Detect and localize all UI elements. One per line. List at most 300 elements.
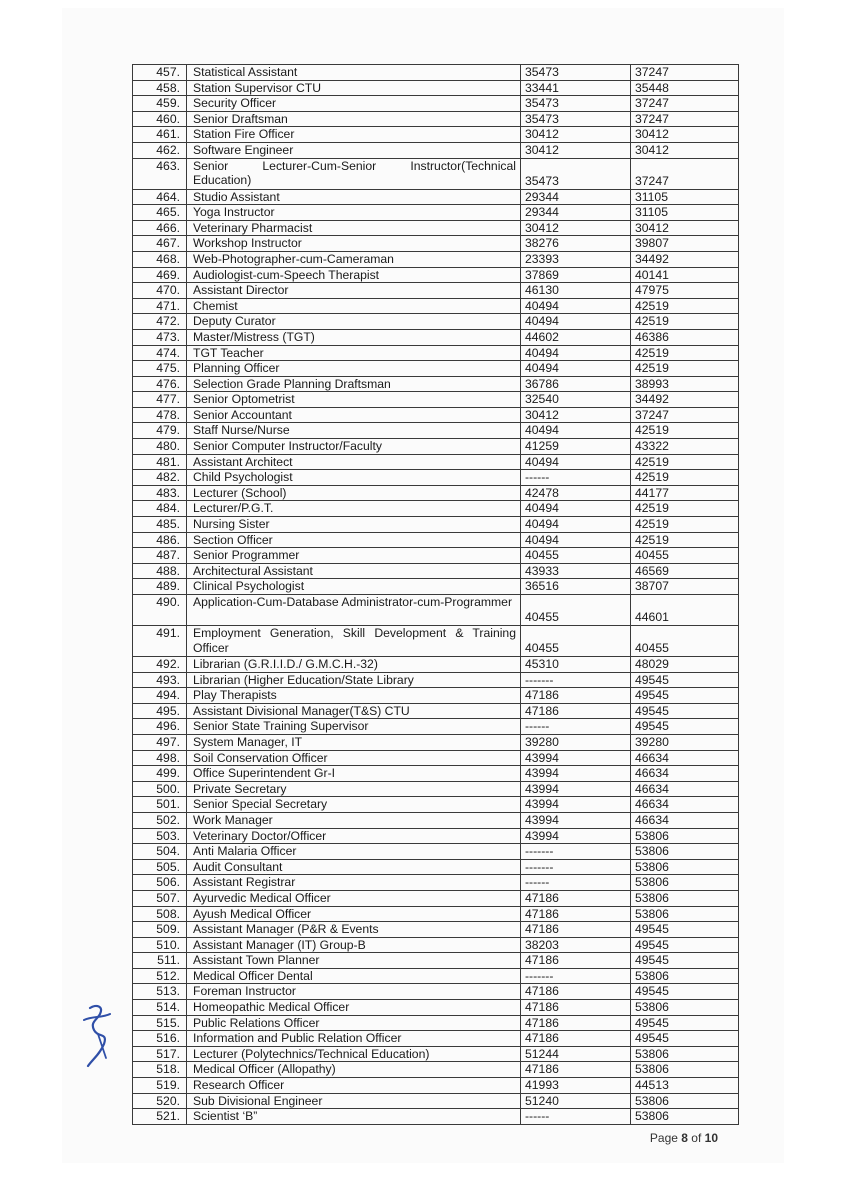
pay-value-cell: 51240 — [521, 1093, 631, 1109]
serial-number-cell: 489. — [133, 579, 187, 595]
designation-cell: System Manager, IT — [187, 734, 521, 750]
designation-cell: Ayush Medical Officer — [187, 906, 521, 922]
pay-value-cell: 38276 — [521, 236, 631, 252]
serial-number-cell: 488. — [133, 563, 187, 579]
table-row — [133, 844, 739, 860]
serial-number-cell: 474. — [133, 345, 187, 361]
serial-number-cell: 493. — [133, 672, 187, 688]
designation-cell: Public Relations Officer — [187, 1015, 521, 1031]
serial-number-cell: 509. — [133, 922, 187, 938]
revised-pay-value-cell: 49545 — [631, 937, 739, 953]
revised-pay-value-cell: 37247 — [631, 65, 739, 81]
revised-pay-value-cell: 40141 — [631, 267, 739, 283]
revised-pay-value-cell: 44601 — [631, 595, 739, 626]
table-row — [133, 688, 739, 704]
designation-cell: Nursing Sister — [187, 517, 521, 533]
table-row — [133, 407, 739, 423]
table-row — [133, 376, 739, 392]
revised-pay-value-cell: 37247 — [631, 407, 739, 423]
designation-cell: Veterinary Pharmacist — [187, 220, 521, 236]
table-row — [133, 548, 739, 564]
pay-value-cell: 40455 — [521, 548, 631, 564]
designation-cell: Station Supervisor CTU — [187, 80, 521, 96]
designation-cell: Senior Special Secretary — [187, 797, 521, 813]
revised-pay-value-cell: 42519 — [631, 501, 739, 517]
pay-value-cell: 40455 — [521, 595, 631, 626]
table-row — [133, 579, 739, 595]
serial-number-cell: 457. — [133, 65, 187, 81]
pay-value-cell: ------- — [521, 859, 631, 875]
serial-number-cell: 502. — [133, 812, 187, 828]
revised-pay-value-cell: 49545 — [631, 1031, 739, 1047]
serial-number-cell: 508. — [133, 906, 187, 922]
serial-number-cell: 503. — [133, 828, 187, 844]
serial-number-cell: 506. — [133, 875, 187, 891]
designation-cell: Assistant Town Planner — [187, 953, 521, 969]
revised-pay-value-cell: 38993 — [631, 376, 739, 392]
revised-pay-value-cell: 40455 — [631, 548, 739, 564]
current-page-number: 8 — [681, 1131, 688, 1145]
pay-value-cell: 47186 — [521, 688, 631, 704]
revised-pay-value-cell: 49545 — [631, 703, 739, 719]
designation-cell: Office Superintendent Gr-I — [187, 766, 521, 782]
table-row — [133, 142, 739, 158]
revised-pay-value-cell: 43322 — [631, 439, 739, 455]
designation-cell: Senior State Training Supervisor — [187, 719, 521, 735]
table-row — [133, 797, 739, 813]
pay-value-cell: 38203 — [521, 937, 631, 953]
pay-value-cell: 30412 — [521, 142, 631, 158]
revised-pay-value-cell: 30412 — [631, 127, 739, 143]
pay-value-cell: 30412 — [521, 127, 631, 143]
pay-value-cell: 35473 — [521, 158, 631, 189]
designation-cell: Statistical Assistant — [187, 65, 521, 81]
pay-value-cell: 40494 — [521, 501, 631, 517]
designation-cell: Work Manager — [187, 812, 521, 828]
pay-value-cell: 30412 — [521, 220, 631, 236]
pay-value-cell: 47186 — [521, 1000, 631, 1016]
pay-value-cell: 43994 — [521, 797, 631, 813]
serial-number-cell: 475. — [133, 361, 187, 377]
table-row — [133, 329, 739, 345]
revised-pay-value-cell: 53806 — [631, 1000, 739, 1016]
revised-pay-value-cell: 42519 — [631, 517, 739, 533]
table-row — [133, 563, 739, 579]
pay-value-cell: 40494 — [521, 298, 631, 314]
designation-cell: Assistant Manager (P&R & Events — [187, 922, 521, 938]
serial-number-cell: 490. — [133, 595, 187, 626]
pay-value-cell: 47186 — [521, 922, 631, 938]
table-row — [133, 984, 739, 1000]
serial-number-cell: 511. — [133, 953, 187, 969]
table-row — [133, 1031, 739, 1047]
serial-number-cell: 512. — [133, 968, 187, 984]
designation-cell: Chemist — [187, 298, 521, 314]
designation-cell: Selection Grade Planning Draftsman — [187, 376, 521, 392]
designation-cell: Medical Officer Dental — [187, 968, 521, 984]
pay-value-cell: 43933 — [521, 563, 631, 579]
table-row — [133, 298, 739, 314]
serial-number-cell: 482. — [133, 470, 187, 486]
revised-pay-value-cell: 37247 — [631, 96, 739, 112]
designation-cell: Security Officer — [187, 96, 521, 112]
serial-number-cell: 501. — [133, 797, 187, 813]
table-row — [133, 251, 739, 267]
pay-value-cell: ------ — [521, 719, 631, 735]
revised-pay-value-cell: 53806 — [631, 828, 739, 844]
pay-value-cell: 40494 — [521, 345, 631, 361]
designation-cell: Application-Cum-Database Administrator-cum-Programmer — [187, 595, 521, 626]
table-row — [133, 750, 739, 766]
revised-pay-value-cell: 40455 — [631, 626, 739, 657]
designation-cell: Anti Malaria Officer — [187, 844, 521, 860]
serial-number-cell: 510. — [133, 937, 187, 953]
revised-pay-value-cell: 46634 — [631, 797, 739, 813]
serial-number-cell: 479. — [133, 423, 187, 439]
designation-cell: Foreman Instructor — [187, 984, 521, 1000]
table-row — [133, 828, 739, 844]
designation-cell: Librarian (Higher Education/State Library — [187, 672, 521, 688]
table-row — [133, 1078, 739, 1094]
pay-value-cell: 45310 — [521, 657, 631, 673]
designation-cell: Deputy Curator — [187, 314, 521, 330]
pay-value-cell: 35473 — [521, 65, 631, 81]
designation-cell: Lecturer/P.G.T. — [187, 501, 521, 517]
pay-value-cell: 40494 — [521, 532, 631, 548]
table-row — [133, 859, 739, 875]
revised-pay-value-cell: 34492 — [631, 392, 739, 408]
designation-cell: Staff Nurse/Nurse — [187, 423, 521, 439]
revised-pay-value-cell: 42519 — [631, 361, 739, 377]
revised-pay-value-cell: 42519 — [631, 345, 739, 361]
designation-cell: Employment Generation, Skill Development & Training Officer — [187, 626, 521, 657]
table-row — [133, 672, 739, 688]
table-row — [133, 392, 739, 408]
pay-value-cell: ------ — [521, 1109, 631, 1125]
serial-number-cell: 473. — [133, 329, 187, 345]
serial-number-cell: 513. — [133, 984, 187, 1000]
serial-number-cell: 491. — [133, 626, 187, 657]
revised-pay-value-cell: 37247 — [631, 158, 739, 189]
pay-value-cell: 40494 — [521, 314, 631, 330]
table-row — [133, 485, 739, 501]
designation-cell: Soil Conservation Officer — [187, 750, 521, 766]
table-row — [133, 890, 739, 906]
table-row — [133, 812, 739, 828]
revised-pay-value-cell: 49545 — [631, 922, 739, 938]
designation-cell: Master/Mistress (TGT) — [187, 329, 521, 345]
table-row — [133, 189, 739, 205]
designation-cell: Ayurvedic Medical Officer — [187, 890, 521, 906]
serial-number-cell: 481. — [133, 454, 187, 470]
table-row — [133, 236, 739, 252]
table-row — [133, 127, 739, 143]
revised-pay-value-cell: 31105 — [631, 205, 739, 221]
serial-number-cell: 498. — [133, 750, 187, 766]
designation-cell: Homeopathic Medical Officer — [187, 1000, 521, 1016]
table-row — [133, 922, 739, 938]
revised-pay-value-cell: 49545 — [631, 1015, 739, 1031]
serial-number-cell: 470. — [133, 283, 187, 299]
serial-number-cell: 505. — [133, 859, 187, 875]
designation-cell: Assistant Registrar — [187, 875, 521, 891]
revised-pay-value-cell: 53806 — [631, 1093, 739, 1109]
revised-pay-value-cell: 30412 — [631, 142, 739, 158]
table-row — [133, 781, 739, 797]
table-row — [133, 1000, 739, 1016]
serial-number-cell: 472. — [133, 314, 187, 330]
serial-number-cell: 507. — [133, 890, 187, 906]
designation-cell: Architectural Assistant — [187, 563, 521, 579]
revised-pay-value-cell: 49545 — [631, 672, 739, 688]
pay-value-cell: 35473 — [521, 96, 631, 112]
serial-number-cell: 480. — [133, 439, 187, 455]
serial-number-cell: 514. — [133, 1000, 187, 1016]
serial-number-cell: 486. — [133, 532, 187, 548]
table-row — [133, 470, 739, 486]
table-row — [133, 65, 739, 81]
revised-pay-value-cell: 47975 — [631, 283, 739, 299]
pay-value-cell: 43994 — [521, 812, 631, 828]
pay-value-cell: 23393 — [521, 251, 631, 267]
pay-value-cell: 40494 — [521, 361, 631, 377]
revised-pay-value-cell: 49545 — [631, 953, 739, 969]
designation-cell: Senior Lecturer-Cum-Senior Instructor(Technical Education) — [187, 158, 521, 189]
designation-cell: Sub Divisional Engineer — [187, 1093, 521, 1109]
pay-value-cell: 40494 — [521, 517, 631, 533]
table-row — [133, 205, 739, 221]
revised-pay-value-cell: 46569 — [631, 563, 739, 579]
table-row — [133, 267, 739, 283]
serial-number-cell: 520. — [133, 1093, 187, 1109]
serial-number-cell: 459. — [133, 96, 187, 112]
revised-pay-value-cell: 42519 — [631, 298, 739, 314]
pay-value-cell: ------- — [521, 844, 631, 860]
table-row — [133, 345, 739, 361]
table-row — [133, 111, 739, 127]
table-row — [133, 501, 739, 517]
revised-pay-value-cell: 49545 — [631, 719, 739, 735]
revised-pay-value-cell: 53806 — [631, 1046, 739, 1062]
serial-number-cell: 483. — [133, 485, 187, 501]
revised-pay-value-cell: 34492 — [631, 251, 739, 267]
pay-value-cell: ------ — [521, 470, 631, 486]
revised-pay-value-cell: 42519 — [631, 470, 739, 486]
designation-cell: Lecturer (Polytechnics/Technical Education) — [187, 1046, 521, 1062]
table-row — [133, 875, 739, 891]
designation-cell: Assistant Architect — [187, 454, 521, 470]
table-row — [133, 96, 739, 112]
serial-number-cell: 476. — [133, 376, 187, 392]
revised-pay-value-cell: 53806 — [631, 906, 739, 922]
footer-of: of — [687, 1131, 705, 1145]
serial-number-cell: 471. — [133, 298, 187, 314]
table-row — [133, 532, 739, 548]
serial-number-cell: 460. — [133, 111, 187, 127]
table-row — [133, 766, 739, 782]
table-row — [133, 361, 739, 377]
revised-pay-value-cell: 53806 — [631, 1109, 739, 1125]
revised-pay-value-cell: 44177 — [631, 485, 739, 501]
serial-number-cell: 462. — [133, 142, 187, 158]
pay-value-cell: 44602 — [521, 329, 631, 345]
pay-value-cell: 39280 — [521, 734, 631, 750]
designation-cell: Lecturer (School) — [187, 485, 521, 501]
serial-number-cell: 484. — [133, 501, 187, 517]
serial-number-cell: 515. — [133, 1015, 187, 1031]
revised-pay-value-cell: 53806 — [631, 844, 739, 860]
pay-value-cell: 29344 — [521, 189, 631, 205]
pay-value-cell: 47186 — [521, 984, 631, 1000]
serial-number-cell: 485. — [133, 517, 187, 533]
designation-cell: Librarian (G.R.I.I.D./ G.M.C.H.-32) — [187, 657, 521, 673]
designation-cell: Assistant Manager (IT) Group-B — [187, 937, 521, 953]
pay-value-cell: 43994 — [521, 781, 631, 797]
serial-number-cell: 463. — [133, 158, 187, 189]
handwritten-signature — [78, 1000, 118, 1070]
pay-value-cell: 41259 — [521, 439, 631, 455]
designation-cell: Web-Photographer-cum-Cameraman — [187, 251, 521, 267]
designation-cell: Information and Public Relation Officer — [187, 1031, 521, 1047]
serial-number-cell: 516. — [133, 1031, 187, 1047]
pay-value-cell: 40455 — [521, 626, 631, 657]
serial-number-cell: 468. — [133, 251, 187, 267]
pay-value-cell: 36786 — [521, 376, 631, 392]
designation-cell: Workshop Instructor — [187, 236, 521, 252]
total-page-count: 10 — [704, 1131, 718, 1145]
table-row — [133, 80, 739, 96]
table-row — [133, 734, 739, 750]
serial-number-cell: 465. — [133, 205, 187, 221]
pay-value-cell: 47186 — [521, 703, 631, 719]
revised-pay-value-cell: 44513 — [631, 1078, 739, 1094]
pay-value-cell: 30412 — [521, 407, 631, 423]
designation-cell: Assistant Director — [187, 283, 521, 299]
designation-cell: Research Officer — [187, 1078, 521, 1094]
pay-value-cell: 47186 — [521, 906, 631, 922]
table-row — [133, 1015, 739, 1031]
designation-cell: Senior Computer Instructor/Faculty — [187, 439, 521, 455]
pay-value-cell: 41993 — [521, 1078, 631, 1094]
serial-number-cell: 494. — [133, 688, 187, 704]
pay-value-cell: 42478 — [521, 485, 631, 501]
designation-cell: Medical Officer (Allopathy) — [187, 1062, 521, 1078]
table-row — [133, 968, 739, 984]
revised-pay-value-cell: 53806 — [631, 859, 739, 875]
table-row — [133, 906, 739, 922]
pay-value-cell: 32540 — [521, 392, 631, 408]
designation-cell: Studio Assistant — [187, 189, 521, 205]
revised-pay-value-cell: 42519 — [631, 532, 739, 548]
pay-value-cell: 43994 — [521, 766, 631, 782]
designation-cell: Assistant Divisional Manager(T&S) CTU — [187, 703, 521, 719]
revised-pay-value-cell: 53806 — [631, 968, 739, 984]
revised-pay-value-cell: 48029 — [631, 657, 739, 673]
pay-value-cell: ------ — [521, 875, 631, 891]
page-footer — [650, 1131, 718, 1145]
serial-number-cell: 478. — [133, 407, 187, 423]
pay-scale-table-body — [133, 65, 739, 1125]
serial-number-cell: 518. — [133, 1062, 187, 1078]
revised-pay-value-cell: 39280 — [631, 734, 739, 750]
pay-value-cell: 35473 — [521, 111, 631, 127]
pay-value-cell: 47186 — [521, 1015, 631, 1031]
serial-number-cell: 517. — [133, 1046, 187, 1062]
table-row — [133, 703, 739, 719]
pay-value-cell: 46130 — [521, 283, 631, 299]
revised-pay-value-cell: 53806 — [631, 890, 739, 906]
serial-number-cell: 469. — [133, 267, 187, 283]
revised-pay-value-cell: 46634 — [631, 781, 739, 797]
revised-pay-value-cell: 46634 — [631, 812, 739, 828]
serial-number-cell: 464. — [133, 189, 187, 205]
pay-value-cell: ------- — [521, 672, 631, 688]
designation-cell: Yoga Instructor — [187, 205, 521, 221]
table-row — [133, 1062, 739, 1078]
designation-cell: Station Fire Officer — [187, 127, 521, 143]
designation-cell: Senior Optometrist — [187, 392, 521, 408]
pay-value-cell: 47186 — [521, 953, 631, 969]
revised-pay-value-cell: 42519 — [631, 314, 739, 330]
pay-value-cell: 36516 — [521, 579, 631, 595]
pay-value-cell: 43994 — [521, 750, 631, 766]
designation-cell: Audit Consultant — [187, 859, 521, 875]
table-row — [133, 1093, 739, 1109]
serial-number-cell: 495. — [133, 703, 187, 719]
pay-value-cell: ------- — [521, 968, 631, 984]
serial-number-cell: 499. — [133, 766, 187, 782]
revised-pay-value-cell: 53806 — [631, 875, 739, 891]
designation-cell: Senior Accountant — [187, 407, 521, 423]
revised-pay-value-cell: 37247 — [631, 111, 739, 127]
serial-number-cell: 496. — [133, 719, 187, 735]
designation-cell: Play Therapists — [187, 688, 521, 704]
revised-pay-value-cell: 30412 — [631, 220, 739, 236]
table-row — [133, 657, 739, 673]
serial-number-cell: 467. — [133, 236, 187, 252]
serial-number-cell: 461. — [133, 127, 187, 143]
revised-pay-value-cell: 53806 — [631, 1062, 739, 1078]
pay-value-cell: 51244 — [521, 1046, 631, 1062]
table-row — [133, 439, 739, 455]
table-row — [133, 314, 739, 330]
footer-prefix: Page — [649, 1131, 682, 1145]
table-row — [133, 1109, 739, 1125]
serial-number-cell: 504. — [133, 844, 187, 860]
revised-pay-value-cell: 35448 — [631, 80, 739, 96]
serial-number-cell: 458. — [133, 80, 187, 96]
designation-cell: Scientist ‘B” — [187, 1109, 521, 1125]
designation-cell: Child Psychologist — [187, 470, 521, 486]
table-row — [133, 937, 739, 953]
revised-pay-value-cell: 42519 — [631, 454, 739, 470]
serial-number-cell: 519. — [133, 1078, 187, 1094]
pay-value-cell: 47186 — [521, 1062, 631, 1078]
designation-cell: Planning Officer — [187, 361, 521, 377]
serial-number-cell: 500. — [133, 781, 187, 797]
revised-pay-value-cell: 42519 — [631, 423, 739, 439]
pay-value-cell: 29344 — [521, 205, 631, 221]
pay-value-cell: 47186 — [521, 1031, 631, 1047]
table-row — [133, 626, 739, 657]
designation-cell: Senior Draftsman — [187, 111, 521, 127]
revised-pay-value-cell: 39807 — [631, 236, 739, 252]
designation-cell: Senior Programmer — [187, 548, 521, 564]
serial-number-cell: 466. — [133, 220, 187, 236]
serial-number-cell: 487. — [133, 548, 187, 564]
serial-number-cell: 492. — [133, 657, 187, 673]
serial-number-cell: 521. — [133, 1109, 187, 1125]
